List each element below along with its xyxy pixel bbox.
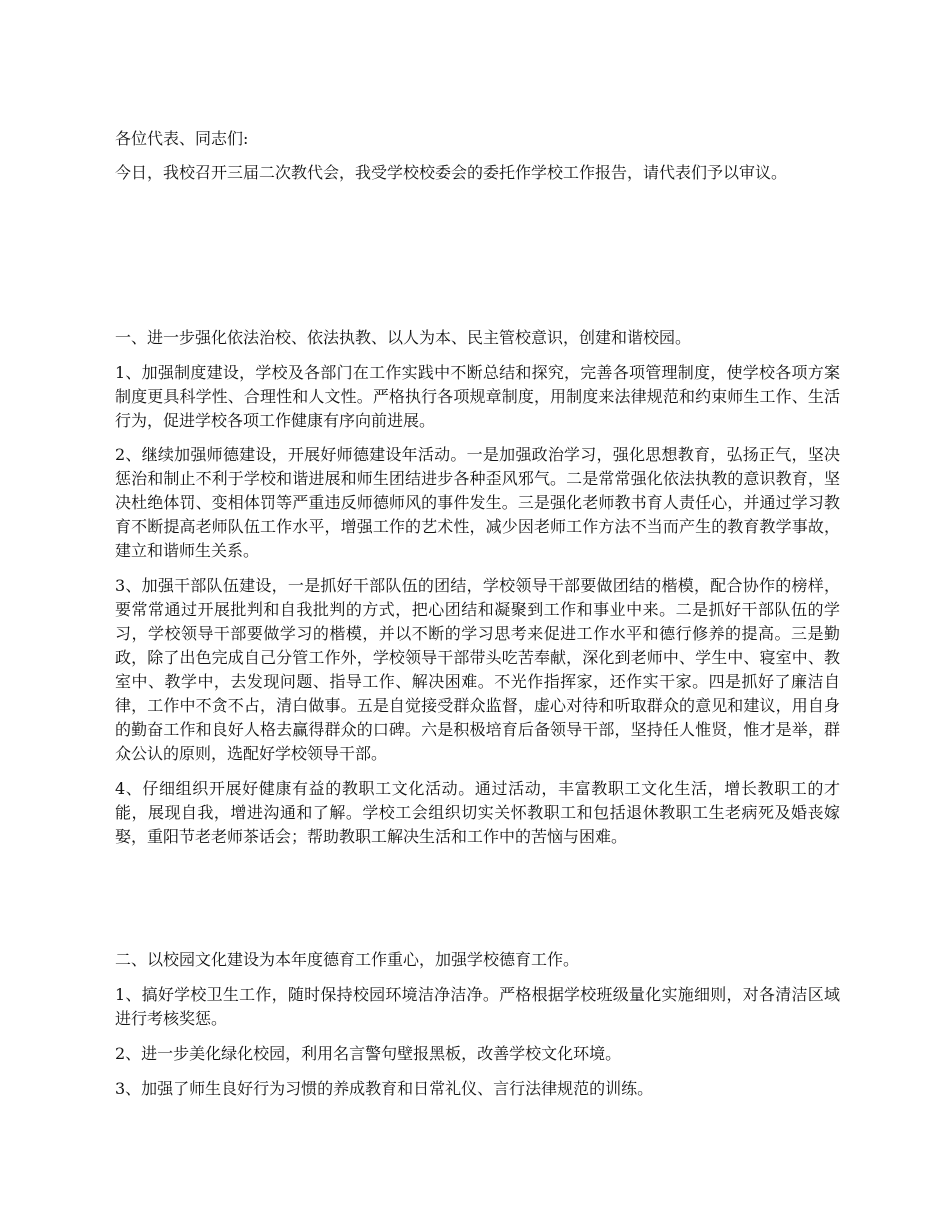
section1-item-3: 3、加强干部队伍建设，一是抓好干部队伍的团结，学校领导干部要做团结的楷模，配合协作的榜样，要常常通过开展批判和自我批判的方式，把心团结和凝聚到工作和事业中来。二是抓好干部队伍的学习，学校领导干部要做学习的楷模，并以不断的学习思考来促进工作水平和德行修养的提高。三是勤政，除了出色完成自己分管工作外，学校领导干部带头吃苦奉献，深化到老师中、学生中、寝室中、教室中、教学中，去发现问题、指导工作、解决困难。不光作指挥家，还作实干家。四是抓好了廉洁自律，工作中不贪不占，清白做事。五是自觉接受群众监督，虚心对待和听取群众的意见和建议，用自身的勤奋工作和良好人格去赢得群众的口碑。六是积极培育后备领导干部，坚持任人惟贤，惟才是举，群众公认的原则，选配好学校领导干部。 [115,576,840,763]
section1-heading: 一、进一步强化依法治校、依法执教、以人为本、民主管校意识，创建和谐校园。 [115,328,692,347]
intro-paragraph: 今日，我校召开三届二次教代会，我受学校校委会的委托作学校工作报告，请代表们予以审议。 [115,163,788,182]
document-page [115,0,840,1230]
section2-item-1: 1、搞好学校卫生工作，随时保持校园环境洁净洁净。严格根据学校班级量化实施细则，对各清洁区域进行考核奖惩。 [115,985,840,1028]
section1-item-2: 2、继续加强师德建设，开展好师德建设年活动。一是加强政治学习，强化思想教育，弘扬正气，坚决惩治和制止不利于学校和谐进展和师生团结进步各种歪风邪气。二是常常强化依法执教的意识教育，坚决杜绝体罚、变相体罚等严重违反师德师风的事件发生。三是强化老师教书育人责任心，并通过学习教育不断提高老师队伍工作水平，增强工作的艺术性，减少因老师工作方法不当而产生的教育教学事故，建立和谐师生关系。 [115,445,840,560]
salutation: 各位代表、同志们: [115,129,249,148]
section2-heading: 二、以校园文化建设为本年度德育工作重心，加强学校德育工作。 [115,950,580,969]
section1-item-4: 4、仔细组织开展好健康有益的教职工文化活动。通过活动，丰富教职工文化生活，增长教职工的才能，展现自我，增进沟通和了解。学校工会组织切实关怀教职工和包括退休教职工生老病死及婚丧嫁娶，重阳节老老师茶话会；帮助教职工解决生活和工作中的苦恼与困难。 [115,779,840,846]
section1-item-1: 1、加强制度建设，学校及各部门在工作实践中不断总结和探究，完善各项管理制度，使学校各项方案制度更具科学性、合理性和人文性。严格执行各项规章制度，用制度来法律规范和约束师生工作、生活行为，促进学校各项工作健康有序向前进展。 [115,363,840,430]
section2-item-3: 3、加强了师生良好行为习惯的养成教育和日常礼仪、言行法律规范的训练。 [115,1079,654,1098]
section2-item-2: 2、进一步美化绿化校园，利用名言警句壁报黑板，改善学校文化环境。 [115,1044,622,1063]
